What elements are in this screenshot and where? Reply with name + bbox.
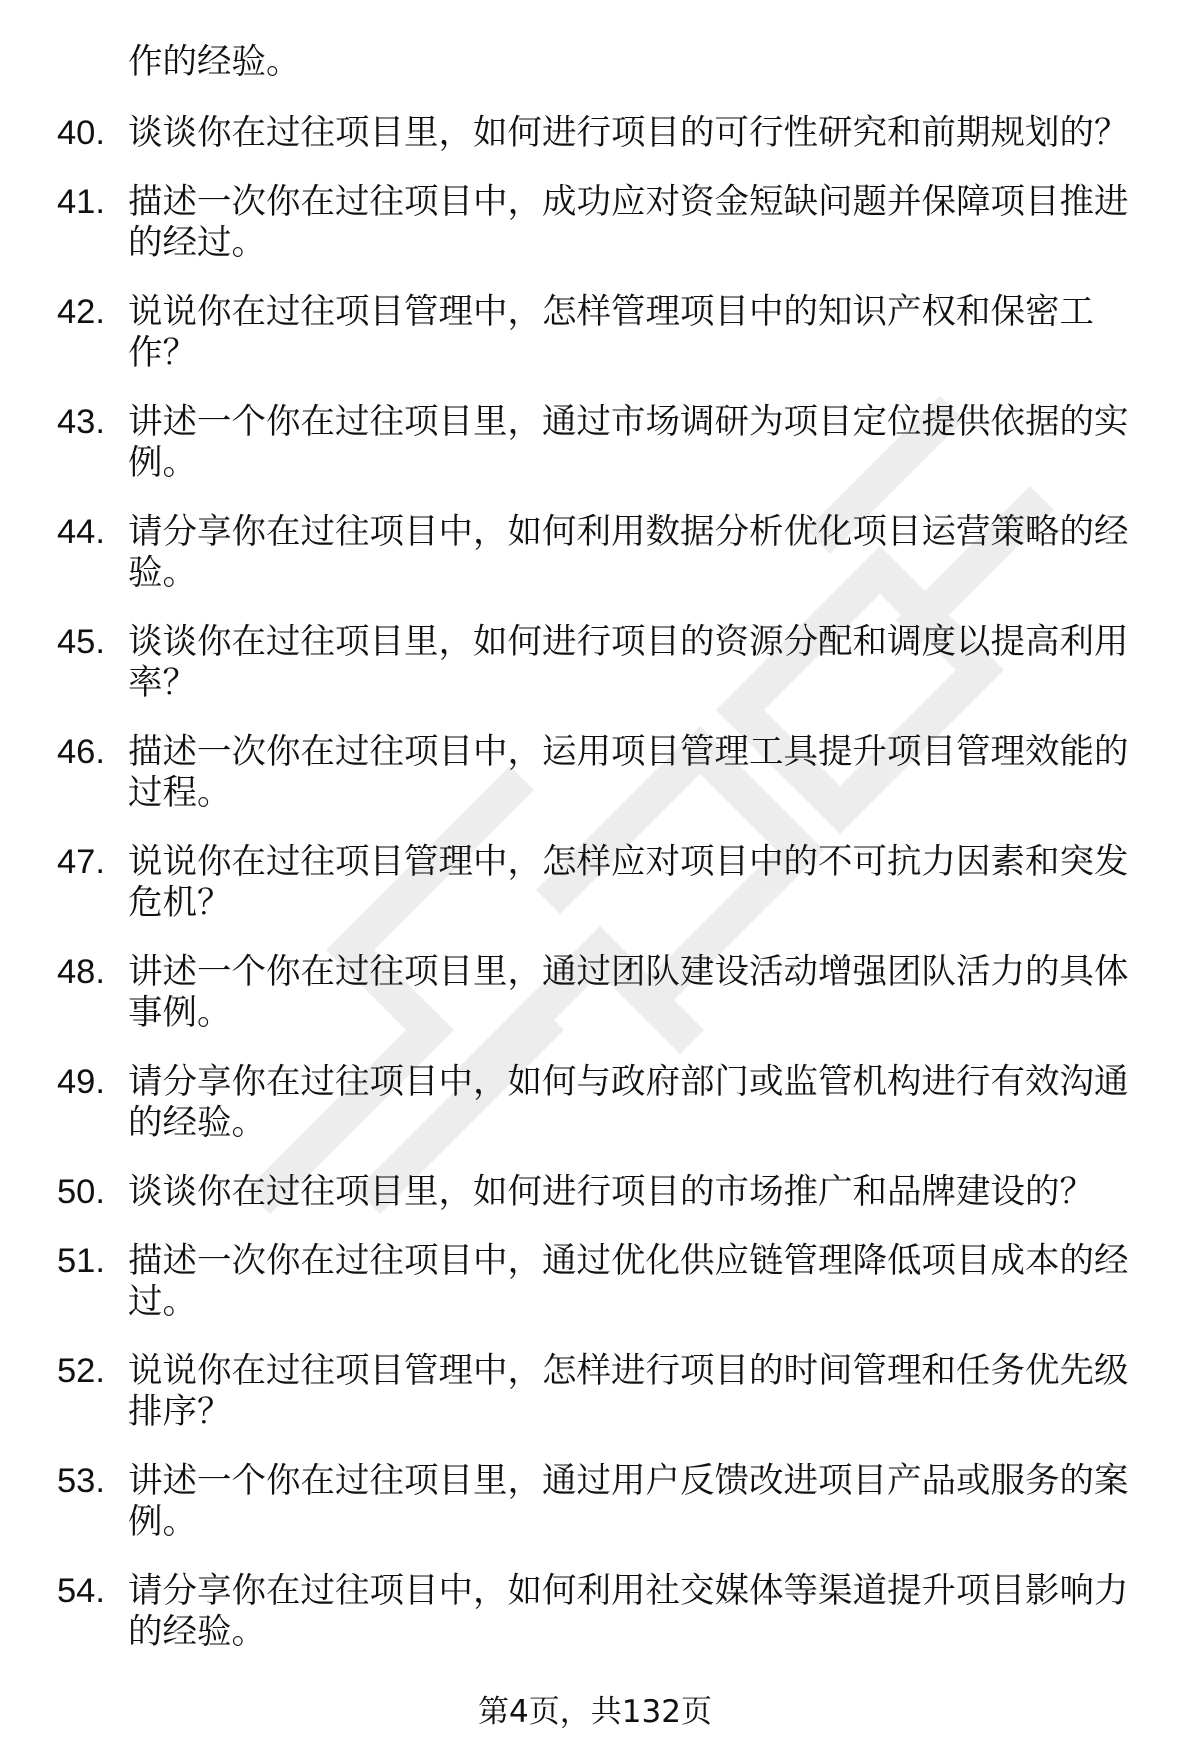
item-text: 描述一次你在过往项目中，成功应对资金短缺问题并保障项目推进的经过。 [128,182,1129,263]
list-item [0,182,1190,264]
item-number: 48. [57,953,105,991]
item-number: 42. [57,293,105,331]
list-item [0,113,1190,154]
item-number: 52. [57,1352,105,1390]
item-text: 请分享你在过往项目中，如何利用数据分析优化项目运营策略的经验。 [128,512,1129,593]
list-item [0,1241,1190,1323]
item-number: 49. [57,1063,105,1101]
list-item [0,732,1190,814]
item-number: 46. [57,733,105,771]
item-text: 谈谈你在过往项目里，如何进行项目的资源分配和调度以提高利用率？ [128,622,1129,703]
item-text: 请分享你在过往项目中，如何利用社交媒体等渠道提升项目影响力的经验。 [128,1571,1129,1652]
item-text: 请分享你在过往项目中，如何与政府部门或监管机构进行有效沟通的经验。 [128,1062,1129,1143]
item-number: 54. [57,1572,105,1610]
item-text: 谈谈你在过往项目里，如何进行项目的市场推广和品牌建设的？ [128,1172,1094,1212]
item-text: 谈谈你在过往项目里，如何进行项目的可行性研究和前期规划的？ [128,113,1129,153]
list-item [0,1461,1190,1543]
items-container [0,113,1190,1653]
list-item [0,1172,1190,1213]
list-item [0,622,1190,704]
item-text: 讲述一个你在过往项目里，通过团队建设活动增强团队活力的具体事例。 [128,952,1129,1033]
item-text: 说说你在过往项目管理中，怎样进行项目的时间管理和任务优先级排序？ [128,1351,1129,1432]
list-item [0,842,1190,924]
item-number: 41. [57,183,105,221]
list-item [0,1571,1190,1653]
item-number: 45. [57,623,105,661]
list-item [0,402,1190,484]
question-list [0,42,1190,1681]
item-text: 说说你在过往项目管理中，怎样应对项目中的不可抗力因素和突发危机？ [128,842,1129,923]
page-footer: 第4页，共132页 [478,1694,712,1730]
item-number: 44. [57,513,105,551]
item-text: 描述一次你在过往项目中，通过优化供应链管理降低项目成本的经过。 [128,1241,1129,1322]
item-number: 53. [57,1462,105,1500]
item-text: 讲述一个你在过往项目里，通过用户反馈改进项目产品或服务的案例。 [128,1461,1129,1542]
item-number: 51. [57,1242,105,1280]
list-item [0,1062,1190,1144]
item-text: 讲述一个你在过往项目里，通过市场调研为项目定位提供依据的实例。 [128,402,1129,483]
item-text: 描述一次你在过往项目中，运用项目管理工具提升项目管理效能的过程。 [128,732,1129,813]
continuation-text: 作的经验。 [128,42,301,82]
item-number: 40. [57,114,105,152]
item-number: 43. [57,403,105,441]
list-item [0,1351,1190,1433]
item-number: 50. [57,1173,105,1211]
list-item [0,512,1190,594]
item-number: 47. [57,843,105,881]
item-text: 说说你在过往项目管理中，怎样管理项目中的知识产权和保密工作？ [128,292,1094,373]
list-item [0,292,1190,374]
list-item [0,952,1190,1034]
